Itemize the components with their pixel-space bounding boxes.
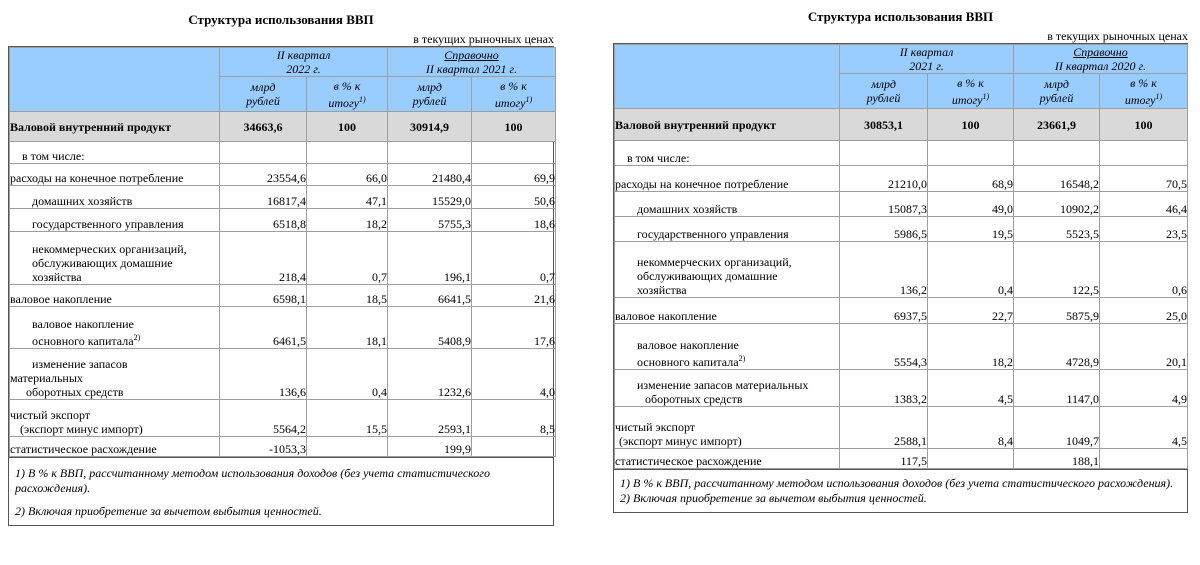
cell-value: 22,7 [928, 298, 1014, 324]
cell-value: 100 [1100, 109, 1188, 141]
footnote-mark: 1) [359, 94, 366, 104]
header-line: итогу [1124, 92, 1156, 107]
header-line: рублей [1039, 91, 1074, 105]
cell-value: 49,0 [928, 192, 1014, 217]
table-row-gdp [615, 109, 1188, 141]
cell-value: 5986,5 [840, 217, 928, 242]
header-period-line: II квартал [276, 48, 331, 62]
footnote-mark: 1) [525, 94, 533, 104]
right-panel [613, 0, 1188, 513]
row-label: статистическое расхождение [615, 449, 840, 469]
cell-value: 8,5 [472, 400, 556, 437]
cell-value: 68,9 [928, 166, 1014, 192]
cell-value: 15087,3 [840, 192, 928, 217]
footnote: 2) Включая приобретение за вычетом выбытия ценностей. [15, 504, 322, 518]
header-reference-label: Справочно [444, 48, 499, 62]
cell-value: 4,5 [928, 370, 1014, 407]
cell-value [928, 449, 1014, 469]
table-title: Структура использования ВВП [807, 9, 994, 24]
row-label-line: (экспорт минус импорт) [20, 422, 143, 436]
row-label-line: чистый экспорт [10, 408, 91, 422]
cell-value: 0,4 [928, 242, 1014, 298]
cell-value: 23554,6 [220, 164, 307, 186]
row-label: в том числе: [615, 141, 840, 166]
footnote-mark: 1) [1155, 91, 1163, 101]
row-label-line: валовое накопление [32, 317, 134, 331]
cell-value: 196,1 [388, 232, 472, 285]
header-reference-label: Справочно [1073, 45, 1128, 59]
header-line: в % к [1130, 75, 1157, 90]
footnote-mark: 2) [133, 333, 141, 342]
cell-value: 5564,2 [220, 400, 307, 437]
cell-value: 18,6 [472, 209, 556, 232]
cell-value: 47,1 [307, 186, 388, 209]
cell-value: 19,5 [928, 217, 1014, 242]
cell-value: 20,1 [1100, 324, 1188, 370]
header-reference-period: II квартал 2020 г. [1054, 59, 1147, 73]
cell-value: 6641,5 [388, 285, 472, 307]
cell-value: 30914,9 [388, 112, 472, 142]
cell-value: 21210,0 [840, 166, 928, 192]
header-line: млрд [1044, 77, 1069, 91]
footnote-mark: 1) [982, 91, 990, 101]
header-col-bln [1014, 74, 1100, 109]
cell-value: 15529,0 [388, 186, 472, 209]
cell-value [307, 437, 388, 457]
header-line: итогу [951, 92, 983, 107]
cell-value: 5523,5 [1014, 217, 1100, 242]
row-label: статистическое расхождение [10, 437, 220, 457]
cell-value: 100 [928, 109, 1014, 141]
header-line: рублей [246, 94, 280, 108]
row-label [615, 370, 840, 407]
table-row [615, 217, 1188, 242]
header-line: млрд [417, 80, 442, 94]
cell-value: 23661,9 [1014, 109, 1100, 141]
footnote: 1) В % к ВВП, рассчитанному методом использования доходов (без учета статистического расхождения). [620, 476, 1174, 490]
header-col-bln [388, 77, 472, 112]
cell-value: 6598,1 [220, 285, 307, 307]
footnote-mark: 2) [738, 354, 746, 363]
row-label-line: (экспорт минус импорт) [619, 434, 742, 448]
footnotes [8, 458, 554, 526]
cell-value: 2593,1 [388, 400, 472, 437]
cell-value: 218,4 [220, 232, 307, 285]
cell-value: 4,9 [1100, 370, 1188, 407]
table-title: Структура использования ВВП [188, 12, 374, 27]
header-col-bln [840, 74, 928, 109]
gdp-usage-table [614, 44, 1188, 469]
row-label-line: оборотных средств [26, 385, 124, 399]
header-period-line: 2022 г. [286, 62, 321, 76]
row-label: валовое накопление [10, 285, 220, 307]
row-label-line: чистый экспорт [615, 420, 696, 434]
table-row [10, 307, 556, 349]
cell-value: 66,0 [307, 164, 388, 186]
cell-value: 18,2 [307, 209, 388, 232]
header-line: рублей [412, 94, 447, 108]
cell-value: 100 [307, 112, 388, 142]
header-period-current [840, 45, 1014, 74]
table-row [10, 349, 556, 400]
row-label [10, 307, 220, 349]
cell-value [472, 437, 556, 457]
header-line: в % к [333, 78, 361, 93]
table-row [615, 242, 1188, 298]
header-col-pct [307, 77, 388, 112]
row-label: расходы на конечное потребление [615, 166, 840, 192]
cell-value: 30853,1 [840, 109, 928, 141]
table-row [615, 298, 1188, 324]
header-period-line: II квартал [899, 45, 954, 59]
row-label-line: некоммерческих организаций, [637, 255, 792, 269]
row-label: домашних хозяйств [615, 192, 840, 217]
table-row [10, 232, 556, 285]
cell-value: 100 [472, 112, 556, 142]
cell-value: 34663,6 [220, 112, 307, 142]
row-label: государственного управления [10, 209, 220, 232]
table-row [615, 192, 1188, 217]
row-label [615, 242, 840, 298]
cell-value: 8,4 [928, 407, 1014, 449]
table-row [10, 437, 556, 457]
cell-value: 5554,3 [840, 324, 928, 370]
row-label-line: изменение запасов материальных [637, 378, 809, 392]
cell-value: 4728,9 [1014, 324, 1100, 370]
header-line: млрд [871, 77, 896, 91]
cell-value: 5875,9 [1014, 298, 1100, 324]
cell-value: 188,1 [1014, 449, 1100, 469]
gdp-usage-table [9, 47, 556, 457]
cell-value: 46,4 [1100, 192, 1188, 217]
header-line: рублей [866, 91, 901, 105]
cell-value: 0,7 [472, 232, 556, 285]
row-label: валовое накопление [615, 298, 840, 324]
table-row [615, 166, 1188, 192]
cell-value: 17,6 [472, 307, 556, 349]
table-row-gdp [10, 112, 556, 142]
row-label: в том числе: [10, 142, 220, 164]
left-panel [8, 0, 554, 526]
cell-value: 18,5 [307, 285, 388, 307]
header-period-reference [1014, 45, 1188, 74]
row-label-line: оборотных средств [645, 392, 743, 406]
table-row [615, 370, 1188, 407]
header-col-bln [220, 77, 307, 112]
cell-value: 4,5 [1100, 407, 1188, 449]
cell-value: 199,9 [388, 437, 472, 457]
row-label [10, 232, 220, 285]
row-label-line: обслуживающих домашние [637, 269, 778, 283]
cell-value: 25,0 [1100, 298, 1188, 324]
row-label-line: основного капитала [637, 355, 739, 369]
cell-value [1100, 449, 1188, 469]
footnote: 2) Включая приобретение за вычетом выбытия ценностей. [620, 491, 927, 505]
row-label [10, 400, 220, 437]
header-line: в % к [957, 75, 984, 90]
cell-value: 1232,6 [388, 349, 472, 400]
cell-value: 1049,7 [1014, 407, 1100, 449]
cell-value: 117,5 [840, 449, 928, 469]
cell-value: 0,7 [307, 232, 388, 285]
gdp-table-frame [613, 43, 1188, 470]
unit-note: в текущих рыночных ценах [1047, 29, 1188, 43]
cell-value: 136,2 [840, 242, 928, 298]
header-line: в % к [500, 78, 527, 93]
table-row [10, 142, 556, 164]
footnotes [613, 470, 1188, 513]
cell-value: 23,5 [1100, 217, 1188, 242]
cell-value: 70,5 [1100, 166, 1188, 192]
table-row [10, 285, 556, 307]
table-row [10, 400, 556, 437]
cell-value: 18,2 [928, 324, 1014, 370]
cell-value: 6518,8 [220, 209, 307, 232]
cell-value: 122,5 [1014, 242, 1100, 298]
cell-value: 21,6 [472, 285, 556, 307]
row-label-line: хозяйства [32, 270, 82, 284]
header-col-pct [1100, 74, 1188, 109]
cell-value: 6937,5 [840, 298, 928, 324]
header-line: итогу [494, 95, 526, 110]
row-label-line: валовое накопление [637, 338, 739, 352]
row-label: расходы на конечное потребление [10, 164, 220, 186]
unit-note: в текущих рыночных ценах [413, 32, 554, 46]
footnote: 1) В % к ВВП, рассчитанному методом использования доходов (без учета статистического расхождения). [15, 466, 490, 495]
header-period-line: 2021 г. [909, 59, 944, 73]
cell-value: 5408,9 [388, 307, 472, 349]
row-label-line: основного капитала [32, 334, 134, 348]
table-row [10, 186, 556, 209]
header-period-current [220, 48, 388, 77]
row-label [615, 407, 840, 449]
header-period-reference [388, 48, 556, 77]
row-label: Валовой внутренний продукт [615, 109, 840, 141]
cell-value: 16548,2 [1014, 166, 1100, 192]
cell-value: 0,6 [1100, 242, 1188, 298]
cell-value: 15,5 [307, 400, 388, 437]
header-blank [615, 45, 840, 109]
table-row [615, 324, 1188, 370]
header-col-pct [928, 74, 1014, 109]
gdp-table-frame [8, 46, 554, 458]
row-label-line: хозяйства [637, 283, 687, 297]
table-row [615, 449, 1188, 469]
table-row [10, 164, 556, 186]
row-label-line: некоммерческих организаций, [32, 242, 187, 256]
cell-value: 136,6 [220, 349, 307, 400]
header-blank [10, 48, 220, 112]
row-label: государственного управления [615, 217, 840, 242]
row-label-line: изменение запасов [32, 357, 128, 371]
cell-value: 21480,4 [388, 164, 472, 186]
cell-value: 2588,1 [840, 407, 928, 449]
row-label [615, 324, 840, 370]
cell-value: 16817,4 [220, 186, 307, 209]
row-label-line: обслуживающих домашние [32, 256, 173, 270]
cell-value: 1147,0 [1014, 370, 1100, 407]
table-row [615, 407, 1188, 449]
row-label [10, 349, 220, 400]
table-row [615, 141, 1188, 166]
header-reference-period: II квартал 2021 г. [425, 62, 518, 76]
cell-value: 1383,2 [840, 370, 928, 407]
cell-value: 0,4 [307, 349, 388, 400]
header-col-pct [472, 77, 556, 112]
cell-value: 4,0 [472, 349, 556, 400]
cell-value: 5755,3 [388, 209, 472, 232]
cell-value: 18,1 [307, 307, 388, 349]
cell-value: 10902,2 [1014, 192, 1100, 217]
row-label-line: материальных [10, 371, 83, 385]
header-line: итогу [328, 95, 359, 110]
row-label: домашних хозяйств [10, 186, 220, 209]
cell-value: 69,9 [472, 164, 556, 186]
table-row [10, 209, 556, 232]
row-label: Валовой внутренний продукт [10, 112, 220, 142]
cell-value: -1053,3 [220, 437, 307, 457]
cell-value: 6461,5 [220, 307, 307, 349]
cell-value: 50,6 [472, 186, 556, 209]
header-line: млрд [250, 80, 276, 94]
